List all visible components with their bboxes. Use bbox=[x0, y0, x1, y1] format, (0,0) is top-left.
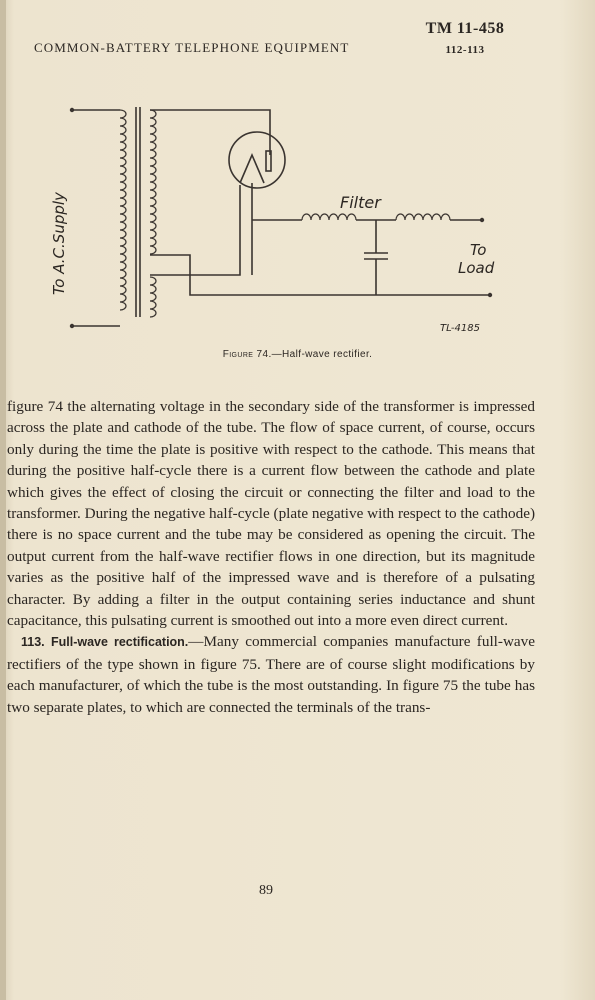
figure-caption-text: —Half-wave rectifier. bbox=[271, 349, 373, 360]
paragraph-113 bbox=[7, 631, 535, 718]
transformer-core bbox=[136, 107, 140, 317]
paragraph-range: 112-113 bbox=[445, 44, 485, 56]
figure-caption bbox=[0, 349, 595, 360]
binding-shadow bbox=[0, 0, 6, 1000]
header-reference bbox=[415, 20, 515, 56]
transformer-secondary-coil-lower bbox=[150, 277, 156, 317]
body-text bbox=[7, 396, 535, 718]
page-number: 89 bbox=[259, 883, 273, 898]
load-label: Load bbox=[458, 259, 495, 277]
drawing-number: TL-4185 bbox=[440, 323, 480, 334]
rectifier-circuit-diagram bbox=[40, 95, 520, 350]
section-number: 113. bbox=[21, 635, 45, 650]
transformer-primary-coil bbox=[120, 110, 126, 310]
ac-supply-label: To A.C.Supply bbox=[50, 192, 68, 295]
half-wave-rectifier-figure bbox=[40, 95, 520, 350]
shunt-capacitor bbox=[364, 220, 388, 295]
transformer-secondary-coil-upper bbox=[150, 110, 156, 254]
paragraph-113-text: —Many commercial companies manufacture full-wave rectifiers of the type shown in figure 75. There are of course slight modifications by each manufacturer, of which the tube is the most outstanding. In figure 75 the tube has two separate plates, to which are connected the terminals of the trans- bbox=[7, 633, 535, 716]
to-label: To bbox=[470, 241, 487, 259]
cathode-leads bbox=[150, 183, 252, 275]
vacuum-tube bbox=[229, 132, 285, 188]
figure-caption-number: Figure 74. bbox=[222, 349, 272, 360]
section-title: Full-wave rectification. bbox=[50, 635, 189, 650]
filter-line bbox=[252, 214, 484, 222]
filter-label: Filter bbox=[340, 193, 381, 212]
secondary-to-filter bbox=[150, 255, 492, 297]
paragraph-112-continuation: figure 74 the alternating voltage in the secondary side of the transformer is impressed across the plate and cathode of the tube. The flow of space current, of course, occurs only during the time the plate is positive with respect to the cathode. This means that during the positive half-cycle there is a current flow between the cathode and plate which gives the effect of closing the circuit or connecting the filter and load to the transformer. During the negative half-cycle (plate negative with respect to the cathode) there is no space current and the tube may be considered as opening the circuit. The output current from the half-wave rectifier flows in one direction, but its magnitude varies as the positive half of the impressed wave and is therefore of a pulsating character. By adding a filter in the output containing series inductance and shunt capacitance, this pulsating current is smoothed out into a more even direct current. bbox=[7, 398, 535, 630]
running-title: COMMON-BATTERY TELEPHONE EQUIPMENT bbox=[34, 40, 350, 55]
primary-leads bbox=[70, 108, 120, 328]
manual-number: TM 11-458 bbox=[425, 20, 505, 37]
